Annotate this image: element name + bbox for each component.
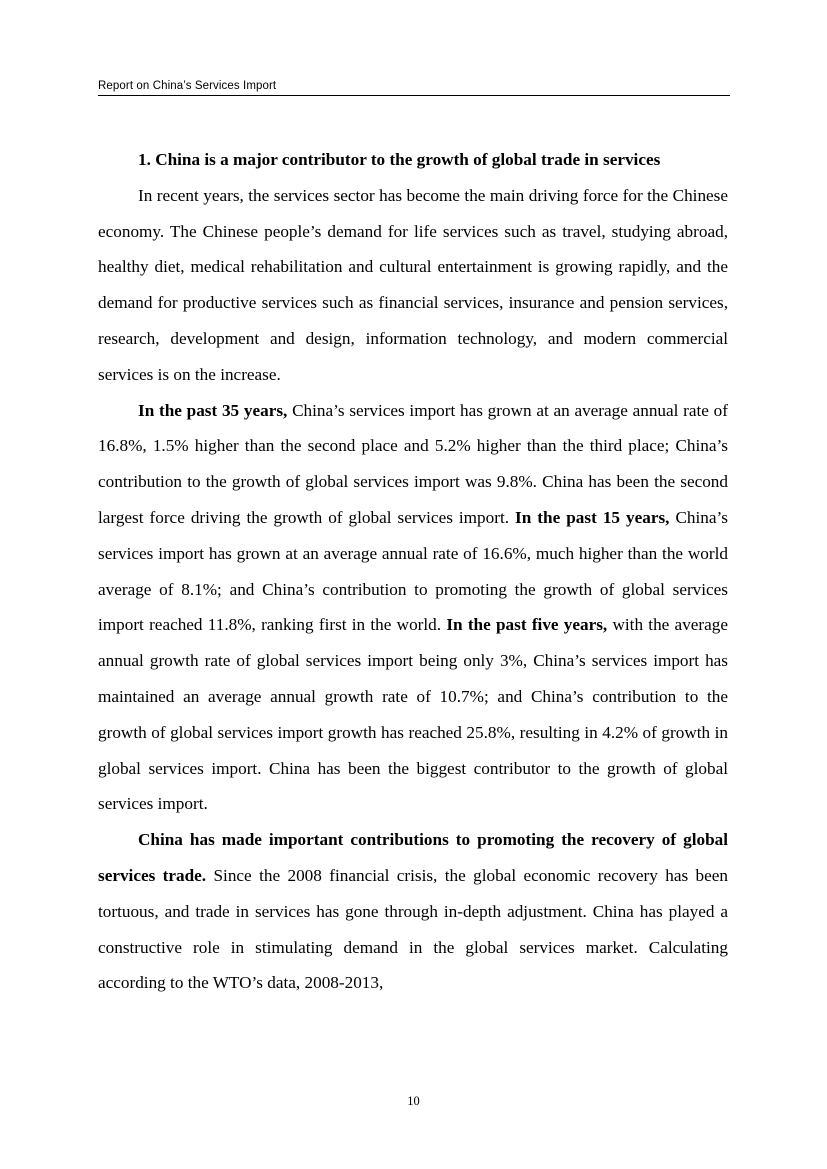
section-heading: 1. China is a major contributor to the growth of global trade in services: [138, 150, 661, 169]
page-number: 10: [407, 1094, 420, 1108]
bold-phrase-recovery: China has made important contributions to promoting the recovery of global services trade.: [98, 830, 728, 885]
paragraph-text: with the average annual growth rate of global services import being only 3%, China’s services import has maintained an average annual growth rate of 10.7%; and China’s contribution to the growth of global services import growth has reached 25.8%, resulting in 4.2% of growth in global services import. China has been the biggest contributor to the growth of global services import.: [98, 615, 728, 814]
paragraph-services-sector: In recent years, the services sector has become the main driving force for the Chinese economy. The Chinese people’s demand for life services such as travel, studying abroad, healthy diet, medical rehabilitation and cultural entertainment is growing rapidly, and the demand for productive services such as financial services, insurance and pension services, research, development and design, information technology, and modern commercial services is on the increase.: [98, 185, 728, 384]
paragraph-import-growth: [98, 393, 728, 823]
document-body: [98, 142, 728, 1001]
running-header-title: Report on China’s Services Import: [98, 80, 277, 92]
bold-phrase-past-15-years: In the past 15 years,: [515, 507, 670, 527]
paragraph-text: China’s services import has grown at an average annual rate of 16.6%, much higher than the world average of 8.1%; and China’s contribution to promoting the growth of global services import reached 11.8%, ranking first in the world.: [98, 507, 728, 635]
bold-phrase-past-35-years: In the past 35 years,: [138, 400, 288, 420]
bold-phrase-past-five-years: In the past five years,: [446, 615, 608, 635]
paragraph-recovery: [98, 822, 728, 1001]
header-rule: [98, 95, 730, 96]
paragraph-text: Since the 2008 financial crisis, the global economic recovery has been tortuous, and trade in services has gone through in-depth adjustment. China has played a constructive role in stimulating demand in the global services market. Calculating according to the WTO’s data, 2008-2013,: [98, 865, 728, 993]
paragraph-text: China’s services import has grown at an average annual rate of 16.8%, 1.5% higher than the second place and 5.2% higher than the third place; China’s contribution to the growth of global services import was 9.8%. China has been the second largest force driving the growth of global services import.: [98, 400, 728, 527]
